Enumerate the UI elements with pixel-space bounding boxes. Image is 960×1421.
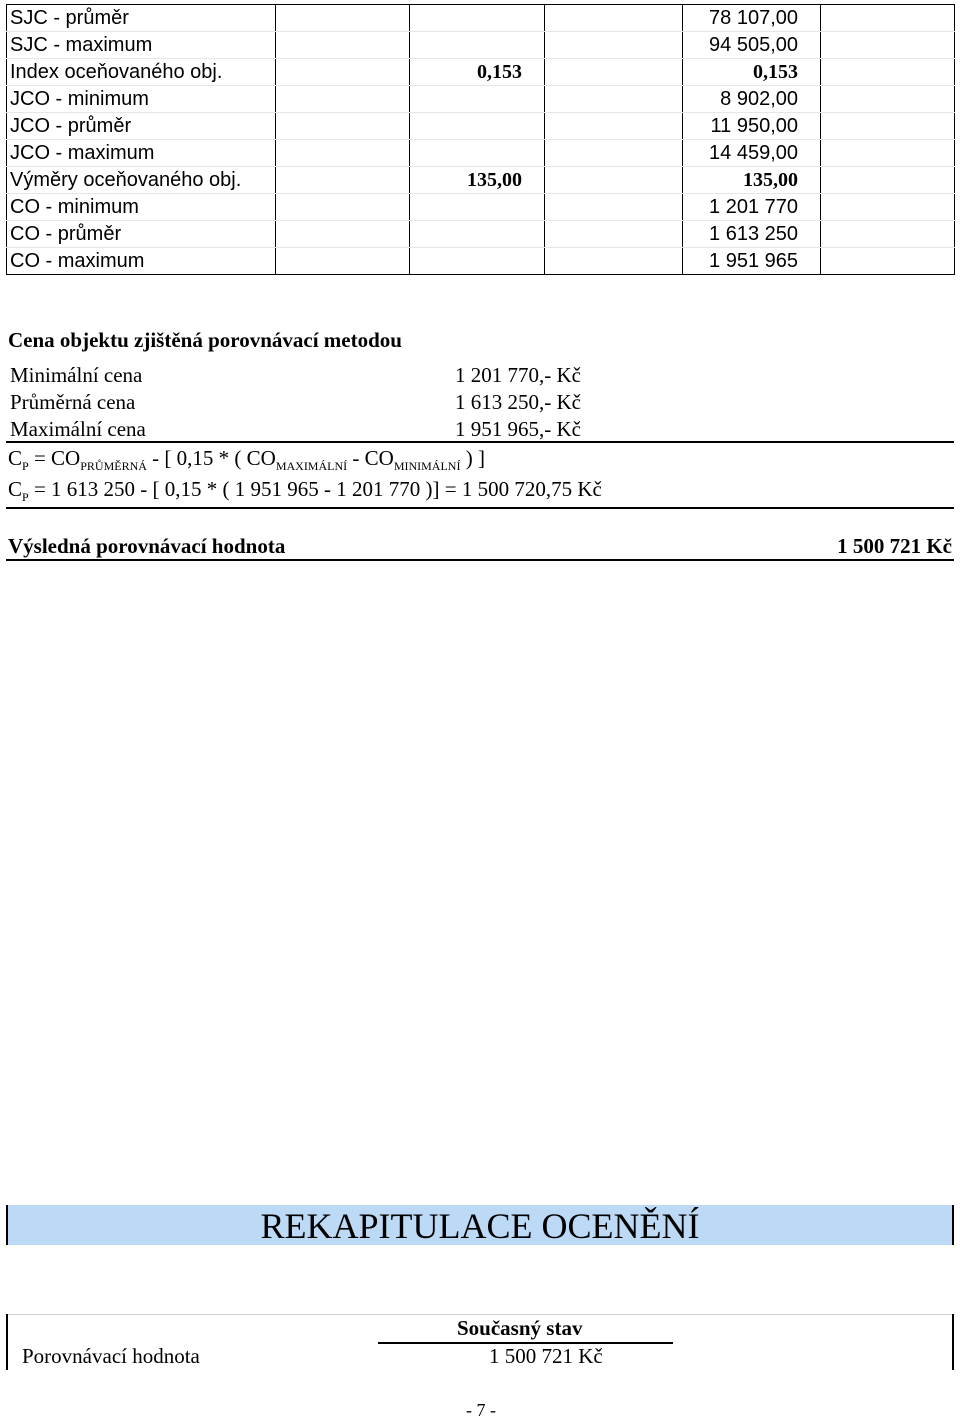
table-row bbox=[7, 167, 955, 194]
mid-value: 135,00 bbox=[410, 167, 545, 194]
mid-value: 0,153 bbox=[410, 59, 545, 86]
mid-value bbox=[410, 32, 545, 59]
divider bbox=[6, 559, 954, 561]
empty-cell bbox=[545, 113, 683, 140]
empty-cell bbox=[545, 221, 683, 248]
price-label: Průměrná cena bbox=[10, 390, 136, 414]
table-row bbox=[7, 86, 955, 113]
row-label: CO - maximum bbox=[7, 248, 276, 275]
result-value: 1 500 721 Kč bbox=[837, 534, 952, 558]
empty-cell bbox=[276, 194, 410, 221]
mid-value bbox=[410, 140, 545, 167]
row-label: Index oceňovaného obj. bbox=[7, 59, 276, 86]
row-value: 14 459,00 bbox=[683, 140, 821, 167]
result-row bbox=[8, 534, 954, 559]
table-row bbox=[7, 5, 955, 32]
empty-cell bbox=[821, 113, 955, 140]
table-row bbox=[7, 32, 955, 59]
result-label: Výsledná porovnávací hodnota bbox=[8, 534, 286, 558]
empty-cell bbox=[545, 59, 683, 86]
price-row-min bbox=[8, 362, 708, 389]
empty-cell bbox=[821, 32, 955, 59]
mid-value bbox=[410, 113, 545, 140]
table-row bbox=[7, 194, 955, 221]
divider bbox=[6, 507, 954, 509]
empty-cell bbox=[545, 32, 683, 59]
empty-cell bbox=[276, 113, 410, 140]
mid-value bbox=[410, 86, 545, 113]
empty-cell bbox=[545, 86, 683, 113]
empty-cell bbox=[545, 140, 683, 167]
table-row bbox=[7, 140, 955, 167]
row-value: 1 613 250 bbox=[683, 221, 821, 248]
empty-cell bbox=[276, 140, 410, 167]
empty-cell bbox=[276, 221, 410, 248]
row-value: 0,153 bbox=[683, 59, 821, 86]
empty-cell bbox=[821, 194, 955, 221]
row-value: 78 107,00 bbox=[683, 5, 821, 32]
row-label: Výměry oceňovaného obj. bbox=[7, 167, 276, 194]
stats-table bbox=[6, 4, 955, 275]
row-label: SJC - maximum bbox=[7, 32, 276, 59]
empty-cell bbox=[821, 221, 955, 248]
price-label: Maximální cena bbox=[10, 417, 146, 441]
row-label: SJC - průměr bbox=[7, 5, 276, 32]
mid-value bbox=[410, 194, 545, 221]
mid-value bbox=[410, 5, 545, 32]
empty-cell bbox=[545, 194, 683, 221]
recap-title: REKAPITULACE OCENĚNÍ bbox=[6, 1205, 954, 1245]
mid-value bbox=[410, 248, 545, 275]
empty-cell bbox=[276, 86, 410, 113]
price-value: 1 613 250,- Kč bbox=[455, 390, 581, 414]
price-label: Minimální cena bbox=[10, 363, 143, 387]
row-value: 8 902,00 bbox=[683, 86, 821, 113]
price-value: 1 951 965,- Kč bbox=[455, 417, 581, 441]
table-row bbox=[7, 113, 955, 140]
calculation: $C_P = 1$ 613 250 - [ 0,15 * ( 1 951 965 - 1 201 770 )] = 1 500 720,75 Kč bbox=[8, 477, 602, 504]
empty-cell bbox=[821, 59, 955, 86]
recap-row-label: Porovnávací hodnota bbox=[22, 1344, 200, 1368]
row-label: CO - minimum bbox=[7, 194, 276, 221]
empty-cell bbox=[276, 32, 410, 59]
recap-row-value: 1 500 721 Kč bbox=[489, 1344, 603, 1368]
empty-cell bbox=[276, 248, 410, 275]
empty-cell bbox=[276, 167, 410, 194]
page-number: - 7 - bbox=[466, 1400, 496, 1420]
empty-cell bbox=[821, 167, 955, 194]
recap-column-header: Současný stav bbox=[457, 1316, 583, 1340]
row-value: 135,00 bbox=[683, 167, 821, 194]
empty-cell bbox=[545, 5, 683, 32]
table-row bbox=[7, 221, 955, 248]
empty-cell bbox=[545, 248, 683, 275]
section-title: Cena objektu zjištěná porovnávací metodou bbox=[8, 328, 402, 352]
empty-cell bbox=[821, 86, 955, 113]
table-row bbox=[7, 248, 955, 275]
empty-cell bbox=[276, 5, 410, 32]
row-value: 94 505,00 bbox=[683, 32, 821, 59]
price-list bbox=[8, 362, 708, 443]
row-label: CO - průměr bbox=[7, 221, 276, 248]
price-value: 1 201 770,- Kč bbox=[455, 363, 581, 387]
empty-cell bbox=[821, 5, 955, 32]
row-label: JCO - minimum bbox=[7, 86, 276, 113]
price-row-avg bbox=[8, 389, 708, 416]
divider bbox=[6, 441, 954, 443]
divider bbox=[8, 1314, 952, 1315]
formula: $C_P = CO_{PRŮMĚRNÁ}$ - [ 0,15 * ( $CO_{MAXIMÁLNÍ} - CO_{MINIMÁLNÍ}$ ) ] bbox=[8, 446, 485, 473]
row-value: 1 951 965 bbox=[683, 248, 821, 275]
recap-table bbox=[6, 1314, 954, 1370]
row-label: JCO - průměr bbox=[7, 113, 276, 140]
row-value: 11 950,00 bbox=[683, 113, 821, 140]
empty-cell bbox=[821, 140, 955, 167]
row-label: JCO - maximum bbox=[7, 140, 276, 167]
table-row bbox=[7, 59, 955, 86]
empty-cell bbox=[276, 59, 410, 86]
empty-cell bbox=[545, 167, 683, 194]
empty-cell bbox=[821, 248, 955, 275]
price-row-max bbox=[8, 416, 708, 443]
mid-value bbox=[410, 221, 545, 248]
row-value: 1 201 770 bbox=[683, 194, 821, 221]
